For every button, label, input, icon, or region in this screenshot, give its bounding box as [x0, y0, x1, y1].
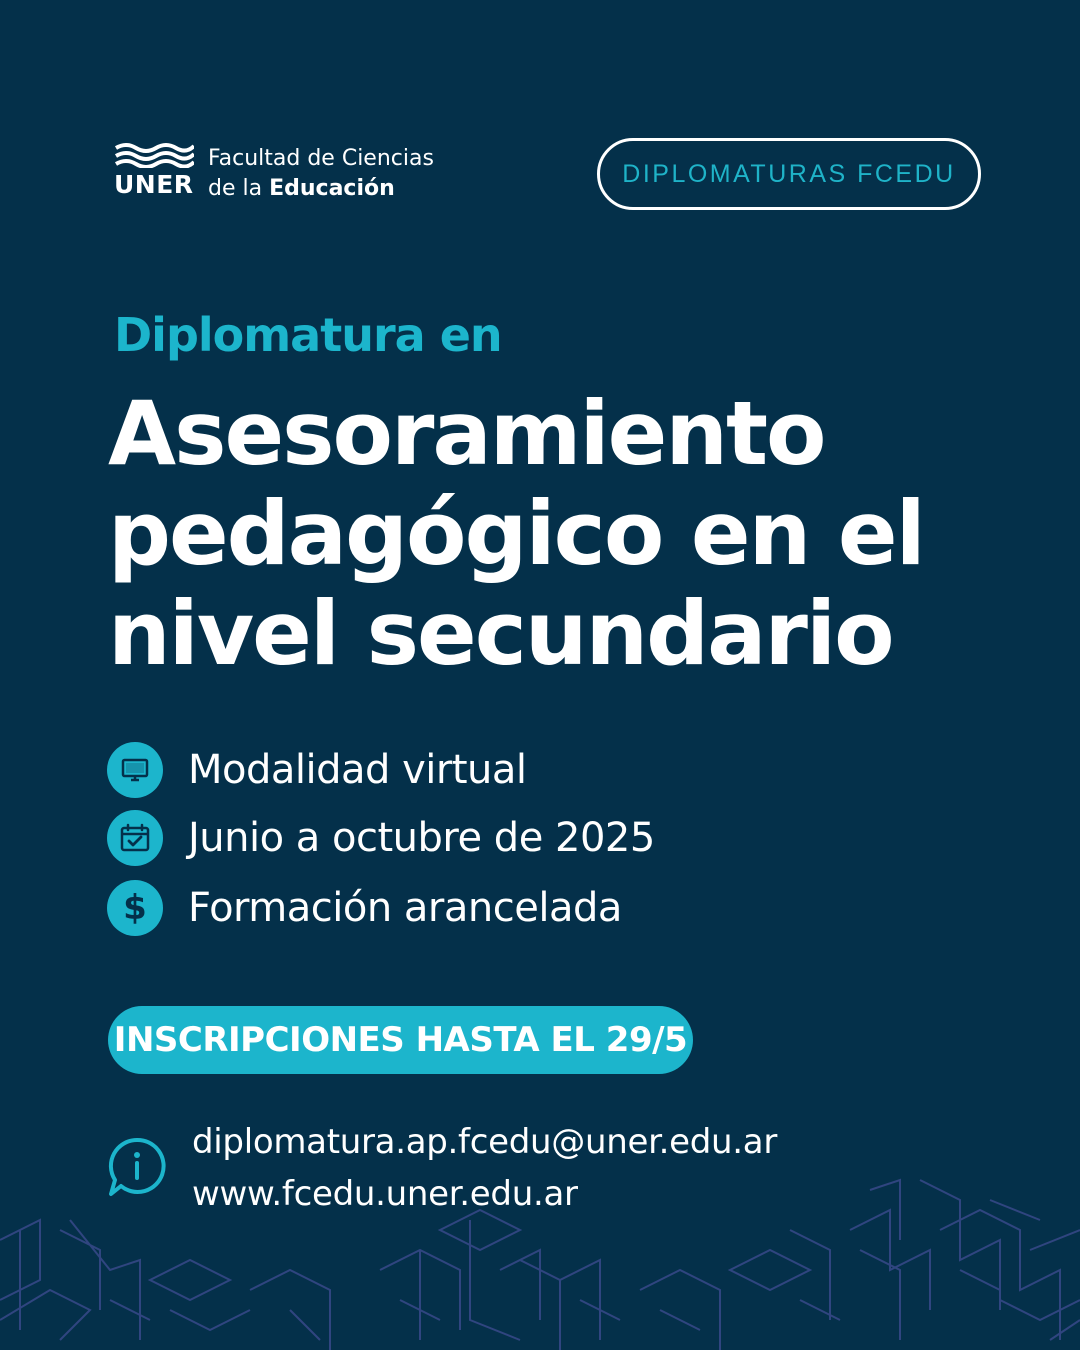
contact-email[interactable]: diplomatura.ap.fcedu@uner.edu.ar — [192, 1122, 778, 1162]
decorative-pattern — [0, 1170, 1080, 1350]
fcedu-logo — [114, 140, 454, 210]
feature-item-modality — [107, 742, 527, 798]
logo-faculty-line2 — [208, 176, 395, 201]
waves-logo-icon — [114, 140, 194, 168]
registration-deadline-badge: INSCRIPCIONES HASTA EL 29/5 — [108, 1006, 693, 1074]
kicker-text: Diplomatura en — [114, 308, 502, 362]
contact-website[interactable]: www.fcedu.uner.edu.ar — [192, 1174, 578, 1214]
feature-label: Junio a octubre de 2025 — [188, 815, 655, 861]
page-title — [108, 384, 1008, 684]
title-line: nivel secundario — [108, 582, 893, 685]
logo-faculty-line1: Facultad de Ciencias — [208, 146, 434, 171]
feature-label: Modalidad virtual — [188, 747, 527, 793]
calendar-check-icon — [107, 810, 163, 866]
diplomaturas-badge: DIPLOMATURAS FCEDU — [597, 138, 981, 210]
logo-uner-text: UNER — [114, 170, 194, 199]
feature-item-fee — [107, 880, 622, 936]
dollar-glyph: $ — [123, 888, 147, 928]
title-line: pedagógico en el — [108, 482, 924, 585]
logo-line2-bold: Educación — [269, 176, 395, 201]
title-line: Asesoramiento — [108, 382, 825, 485]
feature-item-dates — [107, 810, 655, 866]
dollar-icon — [107, 880, 163, 936]
monitor-icon — [107, 742, 163, 798]
logo-line2-prefix: de la — [208, 176, 270, 201]
feature-label: Formación arancelada — [188, 885, 622, 931]
